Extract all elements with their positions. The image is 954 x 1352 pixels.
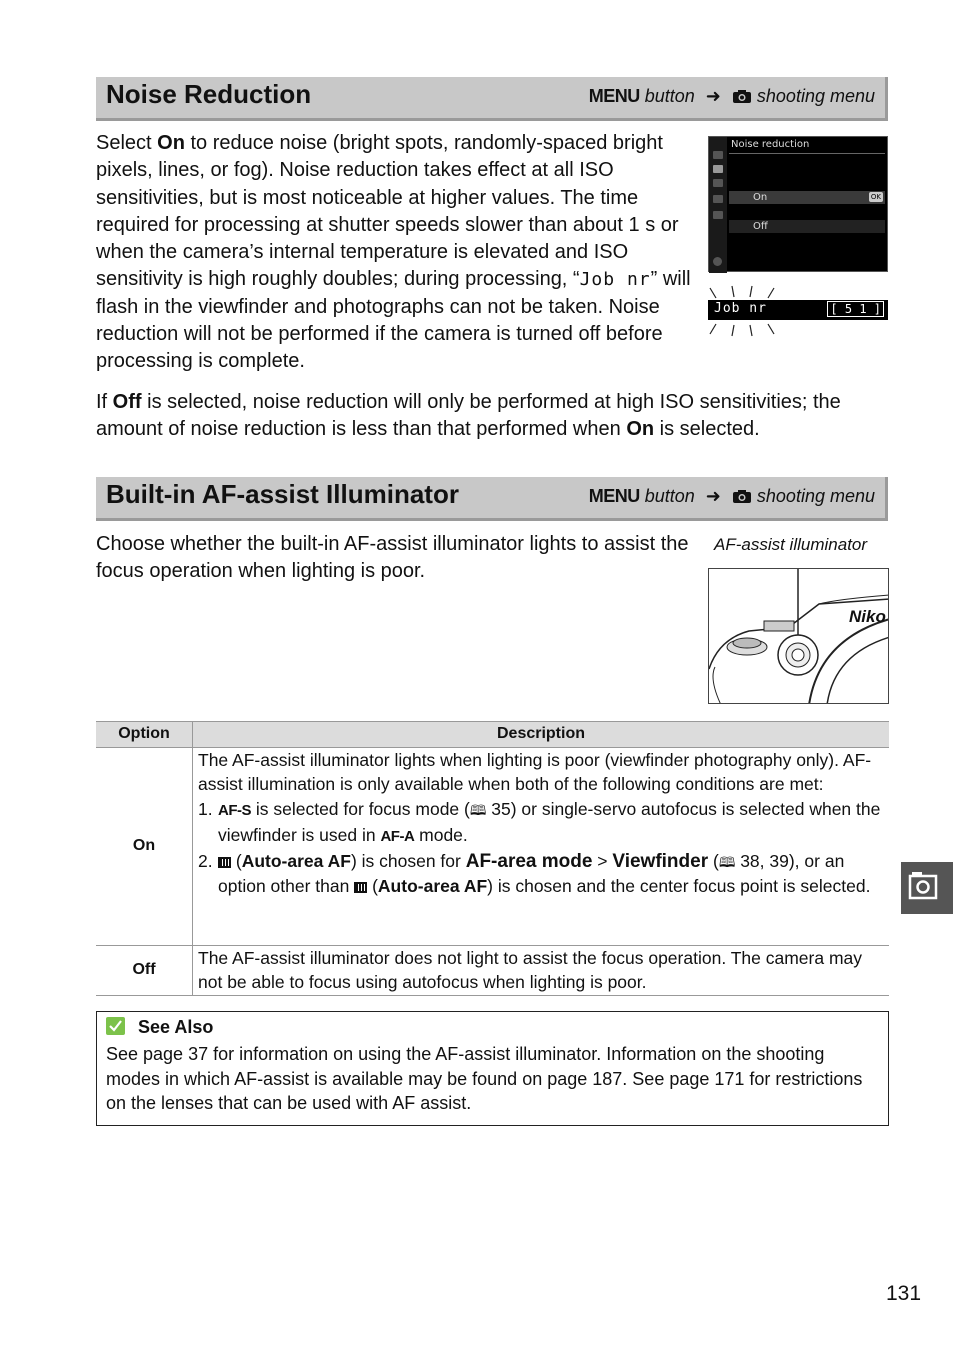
text-span: ( [231,851,242,872]
option-label: On [753,192,768,203]
check-icon [106,1017,125,1035]
playback-tab-icon [713,151,723,159]
menu-name: shooting menu [756,486,875,506]
help-icon [713,257,722,266]
camera-lcd-screenshot [708,136,888,272]
option-off: Off [96,946,193,996]
af-s-label: AF-S [218,801,251,819]
af-a-label: AF-A [380,827,415,845]
description-column-header: Description [193,722,890,748]
table-row-off [96,946,889,996]
illustration-caption: AF-assist illuminator [714,535,868,554]
camera-drawing [709,569,889,704]
page-ref: 38, 39 [740,851,789,872]
options-table [96,721,889,996]
button-word: button [644,486,695,506]
viewfinder-display [708,300,888,320]
text-span: > [592,851,613,872]
condition-2 [198,849,883,899]
description-off: The AF-assist illuminator does not light to assist the focus operation. The camera may not be able to focus using autofocus when lighting is poor. [193,946,890,996]
item-number: 2. [198,851,213,872]
option-column-header: Option [96,722,193,748]
check-mark [106,1017,125,1035]
auto-area-af-bold: Auto-area AF [241,851,351,872]
on-intro: The AF-assist illuminator lights when lighting is poor (viewfinder photography only). AF-assist illumination is only available when both of the following conditions are met: [198,750,872,795]
setup-tab-icon [713,179,723,187]
divider [729,153,885,154]
menu-name: shooting menu [756,86,875,106]
option-label: Off [753,221,768,232]
retouch-tab-icon [713,195,723,203]
camera-icon [732,489,752,504]
exposure-count: [ 5 1 ] [827,301,884,317]
text-span: ) is chosen for [350,851,466,872]
text-span: ) is chosen and the center focus point is selected. [487,876,871,897]
shooting-tab-icon [713,165,723,173]
noise-reduction-header [96,77,888,121]
camera-illustration [708,568,889,704]
lcd-option-on [729,191,885,204]
condition-1-text [218,797,883,850]
auto-area-icon [218,857,231,868]
auto-area-af-bold: Auto-area AF [377,876,488,897]
see-also-title: See Also [138,1017,214,1037]
text-span: is selected. [654,418,760,441]
text-span: ” will flash in the viewfinder and photographs can not be taken. Noise reduction will not be performed if the camera is turned off before processing is complete. [96,268,691,373]
text-span: ( [708,851,719,872]
camera-logo: Niko [849,607,886,626]
chapter-tab [901,862,953,914]
table-header-row [96,722,889,748]
see-also-box [96,1011,889,1126]
on-bold: On [626,418,655,441]
text-span: ) or single-servo autofocus is selected when the viewfinder is used in [218,798,881,845]
text-span: ( [367,876,378,897]
button-word: button [644,86,695,106]
section-title: Built-in AF-assist Illuminator [106,479,459,509]
option-on: On [96,748,193,946]
menu-path [589,486,875,507]
off-bold: Off [112,391,142,413]
text-span: is selected, noise reduction will only be performed at high ISO sensitivities; the amount of noise reduction is less than that performed when [96,391,841,441]
recent-tab-icon [713,211,723,219]
book-icon: 🕮 [469,801,487,818]
condition-2-text [218,849,883,899]
condition-1 [198,797,883,850]
text-span: Select [96,132,158,154]
menu-tab-strip [709,137,727,273]
page-ref: 35 [491,798,511,819]
viewfinder-label: Viewfinder [612,851,709,873]
text-span: to reduce noise (bright spots, randomly-spaced bright pixels, lines, or fog). Noise reduction takes effect at all ISO sensitivities, but is most noticeable at higher values. The time required for processing at shutter speeds slower than about 1 s or when the camera’s internal temperature is elevated and ISO sensitivity is high roughly doubles; during processing, “ [96,132,679,291]
arrow-icon: ➜ [705,86,721,106]
menu-button-label: MENU [588,486,640,506]
text-span: ), or an option other than [218,851,845,897]
on-bold: On [157,132,185,154]
noise-paragraph-1 [96,130,696,376]
camera-icon [732,89,752,104]
item-number: 1. [198,798,213,819]
noise-paragraph-2 [96,389,888,444]
auto-area-icon [354,882,367,893]
book-icon: 🕮 [718,854,736,871]
shooting-menu-icon [901,862,953,914]
af-area-mode-label: AF-area mode [465,851,593,873]
ok-icon: OK [870,193,881,201]
lcd-title: Noise reduction [731,139,810,150]
section-title: Noise Reduction [106,79,312,109]
table-row-on [96,748,889,946]
viewfinder-job-nr: Job nr [714,301,767,316]
menu-path [589,86,875,107]
text-span: is selected for focus mode ( [251,798,470,819]
page-number: 131 [886,1282,922,1305]
see-also-text: See page 37 for information on using the AF-assist illuminator. Information on the shooting modes in which AF-assist is available may be found on page 187. See page 171 for restrictions on the lenses that can be used with AF assist. [106,1044,863,1114]
text-span: mode. [414,824,468,845]
viewfinder-text: Job nr [579,269,651,291]
af-paragraph: Choose whether the built-in AF-assist illuminator lights to assist the focus operation when lighting is poor. [96,533,689,583]
lcd-option-off [729,220,885,233]
description-on [193,748,890,946]
menu-button-label: MENU [588,86,640,106]
arrow-icon: ➜ [705,486,721,506]
text-span: If [96,391,113,413]
af-assist-header [96,477,888,521]
